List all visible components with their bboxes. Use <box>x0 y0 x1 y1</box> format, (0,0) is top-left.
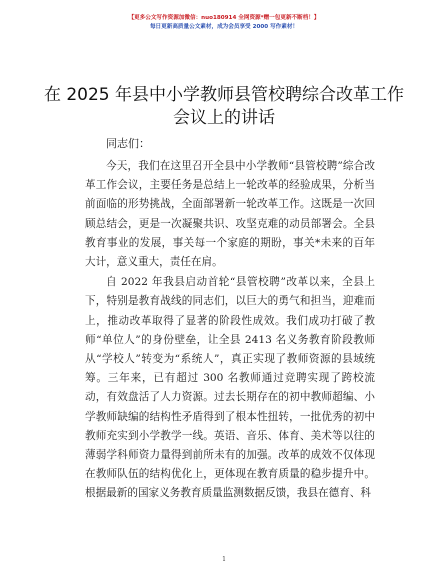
greeting: 同志们： <box>106 137 150 150</box>
paragraph-1: 今天，我们在这里召开全县中小学教师“县管校聘”综合改革工作会议，主要任务是总结上一轮改革的经验成果，分析当前面临的形势挑战，全面部署新一轮改革工作。这既是一次回顾总结会，更是一次凝聚共识、攻坚克难的动员部署会。全县教育事业的发展，事关每一个家庭的期盼，事关*未来的百年大计，意义重大，责任在肩。 <box>85 160 375 269</box>
paragraph-2: 自 2022 年我县启动首轮“县管校聘”改革以来，全县上下，特别是教育战线的同志们，以巨大的勇气和担当，迎难而上，推动改革取得了显著的阶段性成效。我们成功打破了教师“单位人”的身份壁垒，让全县 2413 名义务教育阶段教师从“学校人”转变为“系统人”，真正实现了教师资源的县域统筹。三年来，已有超过 300 名教师通过竞聘实现了跨校流动，有效盘活了人力资源。过去长期存在的初中教师超编、小学教师缺编的结构性矛盾得到了根本性扭转，一批优秀的初中教师充实到小学教学一线。英语、音乐、体育、美术等以往的薄弱学科师资力量得到前所未有的加强。改革的成效不仅体现在教师队伍的结构优化上，更体现在教育质量的稳步提升中。根据最新的国家义务教育质量监测数据反馈，我县在德育、科 <box>85 276 375 500</box>
document-body <box>85 157 375 504</box>
page-number: 1 <box>222 556 226 563</box>
document-title: 在 2025 年县中小学教师县管校聘综合改革工作会议上的讲话 <box>43 85 405 128</box>
promo-banner-line-1: 【更多公文写作资源加微信：nuo180914 全网资源*赠一包更新不断档！】 <box>128 15 320 21</box>
promo-banner-line-2: 每日更新高质量公文素材，成为会员享受 2000 写作素材！ <box>149 24 299 30</box>
